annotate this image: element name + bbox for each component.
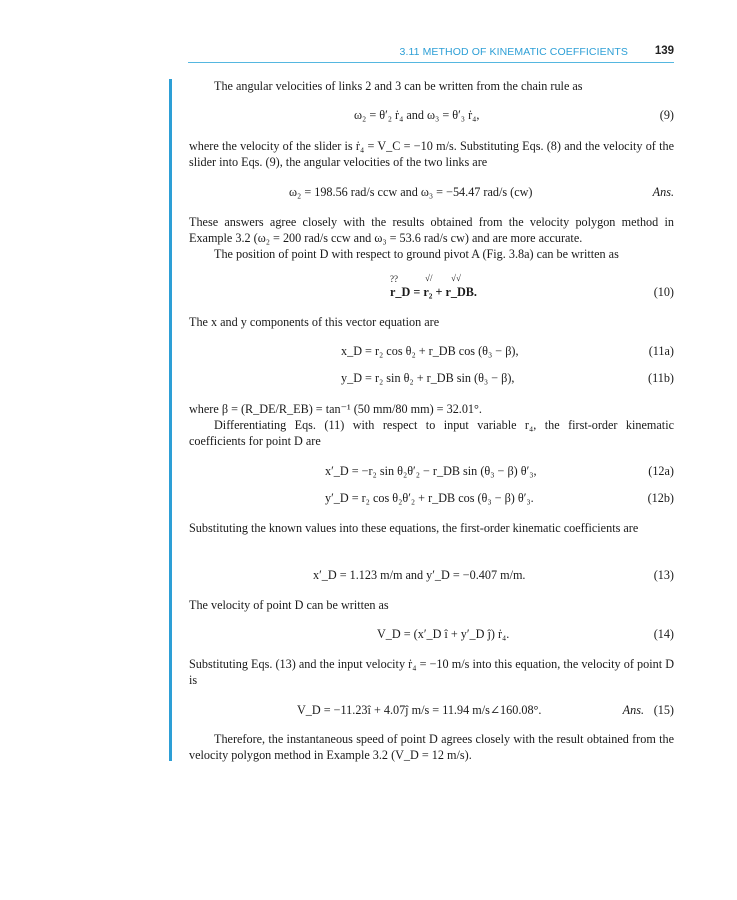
equation-11b — [189, 370, 674, 386]
equation-10-number: (10) — [653, 285, 674, 299]
equation-12b — [189, 490, 674, 506]
equation-10-expr: r_D = r₂ + r_DB. — [390, 285, 477, 299]
paragraph-6: where β = (R_DE/R_EB) = tan⁻¹ (50 mm/80 mm) = 32.01°. — [189, 402, 482, 416]
equation-15-number: (15) — [653, 703, 674, 717]
equation-9 — [189, 107, 674, 123]
paragraph-3: These answers agree closely with the results obtained from the velocity polygon method in Example 3.2 (ω₂ = 200 rad/s ccw and ω₃ = 53.6 rad/s cw) and are more accurate. — [189, 215, 674, 245]
equation-12a-expr: x′_D = −r₂ sin θ₂θ′₂ − r_DB sin (θ₃ − β) θ′₃, — [325, 464, 537, 478]
equation-11a-expr: x_D = r₂ cos θ₂ + r_DB cos (θ₃ − β), — [341, 344, 519, 358]
equation-12a-number: (12a) — [648, 464, 674, 478]
margin-bar — [169, 79, 172, 761]
equation-answer-1 — [189, 184, 674, 200]
equation-11b-expr: y_D = r₂ sin θ₂ + r_DB sin (θ₃ − β), — [341, 371, 515, 385]
eq10-annot-unknown: ?? — [390, 274, 398, 284]
equation-13-expr: x′_D = 1.123 m/m and y′_D = −0.407 m/m. — [313, 568, 526, 582]
paragraph-8: Substituting the known values into these equations, the first-order kinematic coefficients are — [189, 521, 639, 535]
answer-1-expr: ω₂ = 198.56 rad/s ccw and ω₃ = −54.47 rad/s (cw) — [289, 185, 533, 199]
answer-1-label: Ans. — [652, 185, 674, 199]
answer-2-label: Ans. — [622, 703, 644, 717]
paragraph-1: The angular velocities of links 2 and 3 can be written from the chain rule as — [214, 79, 583, 93]
paragraph-2: where the velocity of the slider is ṙ₄ = V_C = −10 m/s. Substituting Eqs. (8) and the velocity of the slider into Eqs. (9), the angular velocities of the two links are — [189, 139, 674, 169]
paragraph-4: The position of point D with respect to ground pivot A (Fig. 3.8a) can be written as — [214, 247, 619, 261]
eq10-annot-known-dir: √/ — [425, 273, 433, 283]
equation-13 — [189, 567, 674, 583]
equation-15-expr: V_D = −11.23î + 4.07ĵ m/s = 11.94 m/s∠160.08°. — [297, 703, 542, 717]
equation-10 — [189, 273, 674, 300]
equation-9-number: (9) — [659, 108, 674, 122]
paragraph-5: The x and y components of this vector equation are — [189, 315, 440, 329]
equation-15 — [189, 702, 674, 718]
paragraph-11: Therefore, the instantaneous speed of point D agrees closely with the result obtained from the velocity polygon method in Example 3.2 (V_D = 12 m/s). — [189, 732, 674, 762]
equation-13-number: (13) — [653, 568, 674, 582]
equation-11b-number: (11b) — [648, 371, 674, 385]
equation-9-expr: ω₂ = θ′₂ ṙ₄ and ω₃ = θ′₃ ṙ₄, — [354, 108, 480, 122]
equation-11a-number: (11a) — [648, 344, 674, 358]
paragraph-7: Differentiating Eqs. (11) with respect to input variable r₄, the first-order kinematic coefficients for point D are — [189, 418, 674, 448]
equation-11a — [189, 343, 674, 359]
eq10-annot-known: √√ — [451, 273, 461, 283]
equation-14-expr: V_D = (x′_D î + y′_D ĵ) ṙ₄. — [377, 627, 510, 641]
paragraph-10: Substituting Eqs. (13) and the input velocity ṙ₄ = −10 m/s into this equation, the velocity of point D is — [189, 657, 674, 687]
equation-12b-expr: y′_D = r₂ cos θ₂θ′₂ + r_DB cos (θ₃ − β) θ′₃. — [325, 491, 534, 505]
equation-14-number: (14) — [653, 627, 674, 641]
page-body — [189, 0, 674, 900]
equation-14 — [189, 626, 674, 642]
equation-12a — [189, 463, 674, 479]
equation-12b-number: (12b) — [647, 491, 674, 505]
section-title: 3.11 METHOD OF KINEMATIC COEFFICIENTS — [399, 46, 628, 58]
page-number: 139 — [654, 45, 674, 57]
paragraph-9: The velocity of point D can be written as — [189, 598, 389, 612]
